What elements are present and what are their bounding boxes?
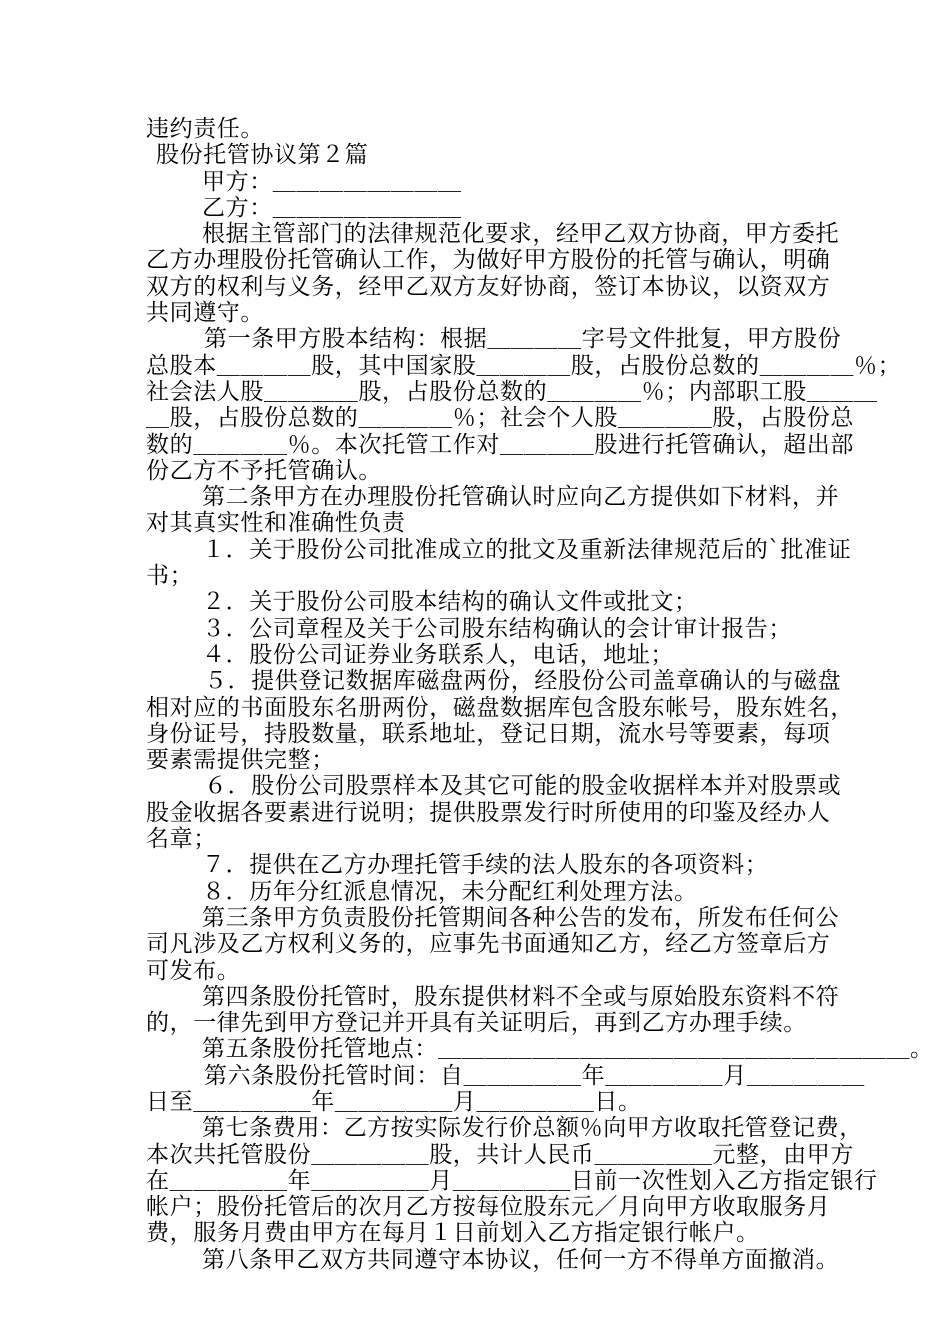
text-line: 在＿＿＿＿＿年＿＿＿＿＿月＿＿＿＿＿日前一次性划入乙方指定银行 — [146, 1167, 878, 1194]
text-line: 共同遵守。 — [146, 300, 264, 327]
text-line: 社会法人股＿＿＿＿股，占股份总数的＿＿＿＿％；内部职工股＿＿＿ — [146, 378, 878, 405]
text-line: 对其真实性和准确性负责 — [146, 510, 406, 537]
text-line: 费，服务月费由甲方在每月１日前划入乙方指定银行帐户。 — [146, 1220, 760, 1247]
text-line: 可发布。 — [146, 957, 241, 984]
text-line: 要素需提供完整； — [146, 747, 335, 774]
text-line: 的，一律先到甲方登记并开具有关证明后，再到乙方办理手续。 — [146, 1010, 807, 1037]
text-line: 份乙方不予托管确认。 — [146, 457, 382, 484]
list-item: ８．历年分红派息情况，未分配红利处理方法。 — [202, 878, 698, 905]
text-line: 第四条股份托管时，股东提供材料不全或与原始股东资料不符 — [202, 983, 840, 1010]
list-item: ７．提供在乙方办理托管手续的法人股东的各项资料； — [202, 852, 769, 879]
text-line: 根据主管部门的法律规范化要求，经甲乙双方协商，甲方委托 — [202, 221, 840, 248]
text-line: 数的＿＿＿＿％。本次托管工作对＿＿＿＿股进行托管确认，超出部 — [146, 431, 854, 458]
text-line: 第六条股份托管时间：自＿＿＿＿＿年＿＿＿＿＿月＿＿＿＿＿ — [204, 1062, 865, 1089]
text-line: 第一条甲方股本结构：根据＿＿＿＿字号文件批复，甲方股份 — [204, 326, 842, 353]
text-line: 第三条甲方负责股份托管期间各种公告的发布，所发布任何公 — [202, 904, 840, 931]
text-line: 书； — [146, 563, 194, 590]
text-line: 乙方办理股份托管确认工作，为做好甲方股份的托管与确认，明确 — [146, 247, 831, 274]
text-line: 日至＿＿＿＿＿年＿＿＿＿＿月＿＿＿＿＿日。 — [146, 1088, 642, 1115]
text-line: 双方的权利与义务，经甲乙双方友好协商，签订本协议，以资双方 — [146, 273, 831, 300]
text-line: 违约责任。 — [146, 116, 264, 142]
text-line: 相对应的书面股东名册两份，磁盘数据库包含股东帐号，股东姓名， — [146, 694, 854, 721]
party-a-line: 甲方：＿＿＿＿＿＿＿＿ — [202, 168, 462, 195]
text-line: 帐户；股份托管后的次月乙方按每位股东元／月向甲方收取服务月 — [146, 1194, 831, 1221]
text-line: ＿股，占股份总数的＿＿＿＿％；社会个人股＿＿＿＿股，占股份总 — [146, 405, 854, 432]
text-line: 第二条甲方在办理股份托管确认时应向乙方提供如下材料，并 — [202, 484, 840, 511]
text-line: 总股本＿＿＿＿股，其中国家股＿＿＿＿股，占股份总数的＿＿＿＿％； — [146, 352, 902, 379]
text-line: 第八条甲乙双方共同遵守本协议，任何一方不得单方面撤消。 — [202, 1246, 840, 1273]
list-item: ３．公司章程及关于公司股东结构确认的会计审计报告； — [202, 615, 792, 642]
list-item: ６．股份公司股票样本及其它可能的股金收据样本并对股票或 — [204, 773, 842, 800]
document-page — [146, 116, 934, 1273]
text-line: 名章； — [146, 826, 217, 853]
list-item: ２．关于股份公司股本结构的确认文件或批文； — [202, 589, 698, 616]
list-item: ５．提供登记数据库磁盘两份，经股份公司盖章确认的与磁盘 — [204, 668, 842, 695]
text-line: 身份证号，持股数量，联系地址，登记日期，流水号等要素，每项 — [146, 720, 831, 747]
section-heading: 股份托管协议第２篇 — [156, 142, 369, 169]
text-line: 司凡涉及乙方权利义务的，应事先书面通知乙方，经乙方签章后方 — [146, 931, 831, 958]
list-item: ４．股份公司证券业务联系人，电话，地址； — [202, 641, 674, 668]
text-line: 第五条股份托管地点：＿＿＿＿＿＿＿＿＿＿＿＿＿＿＿＿＿＿＿＿。 — [202, 1036, 934, 1063]
party-b-line: 乙方：＿＿＿＿＿＿＿＿ — [202, 194, 462, 221]
list-item: １．关于股份公司批准成立的批文及重新法律规范后的`批准证 — [202, 536, 852, 563]
text-line: 第七条费用：乙方按实际发行价总额％向甲方收取托管登记费， — [202, 1115, 863, 1142]
text-line: 本次共托管股份＿＿＿＿＿股，共计人民币＿＿＿＿＿元整，由甲方 — [146, 1141, 854, 1168]
text-line: 股金收据各要素进行说明；提供股票发行时所使用的印鉴及经办人 — [146, 799, 831, 826]
